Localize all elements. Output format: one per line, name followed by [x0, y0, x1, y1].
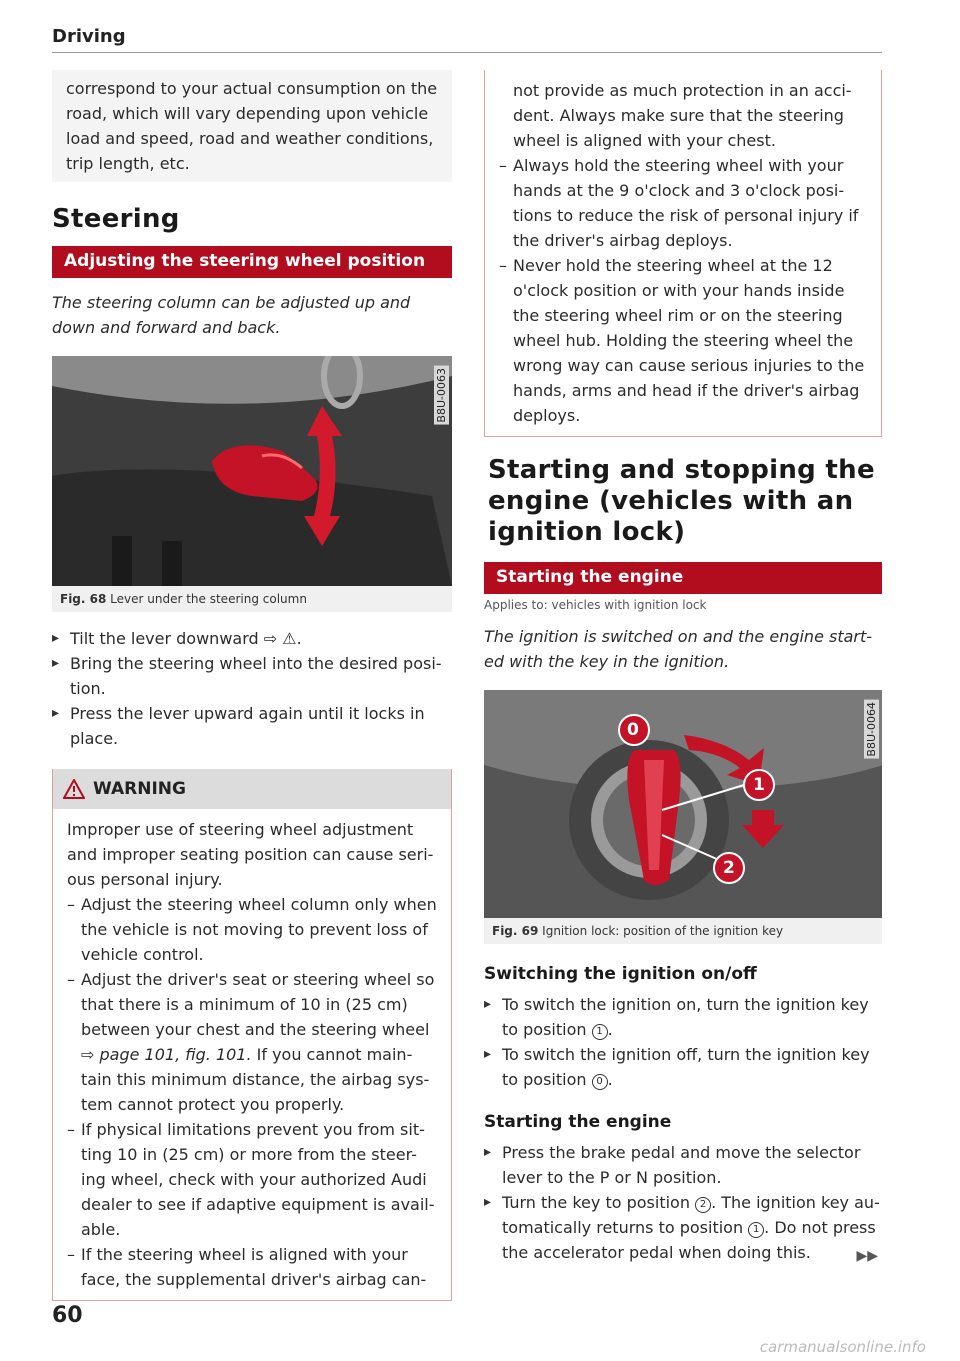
step-item — [484, 1042, 882, 1092]
steering-steps — [52, 626, 452, 751]
figure-code: B8U-0063 — [435, 368, 448, 423]
figure-label: Fig. 68 — [60, 592, 107, 606]
position-marker: 0 — [592, 1074, 608, 1090]
warning-header — [53, 769, 451, 809]
step-item: ▸ Tilt the lever downward ⇨ ⚠. — [52, 626, 452, 651]
step-text-post: . — [607, 1020, 613, 1039]
marker-2: 2 — [723, 858, 735, 878]
marker-0: 0 — [627, 720, 639, 740]
step-text-mid: . The ignition key au-tomatically returns to position — [502, 1193, 880, 1237]
intro-text: correspond to your actual consumption on the road, which will vary depending upon vehicle load and speed, road and weather conditions, trip length, etc. — [66, 79, 438, 173]
warning-item: – Never hold the steering wheel at the 12 o'clock position or with your hands inside the steering wheel rim or on the steering wheel hub. Holding the steering wheel the wrong way can cause serious injuries to the hands, arms and head if the driver's airbag deploys. — [499, 253, 871, 428]
warning-item: – Adjust the steering wheel column only when the vehicle is not moving to prevent loss of vehicle control. — [67, 892, 441, 967]
figure-69 — [484, 690, 882, 944]
switch-steps — [484, 992, 882, 1092]
warning-item: – If the steering wheel is aligned with your face, the supplemental driver's airbag can- — [67, 1242, 441, 1292]
steering-lever-image — [52, 356, 452, 586]
page-reference-link[interactable]: ⇨ page 101, fig. 101. — [81, 1045, 252, 1064]
engine-lead: The ignition is switched on and the engine start-ed with the key in the ignition. — [484, 627, 873, 671]
warning-list — [67, 892, 441, 1292]
warning-item-tail: If you cannot main-tain this minimum distance, the airbag sys-tem cannot protect you properly. — [81, 1045, 430, 1114]
step-text-post: . — [607, 1070, 613, 1089]
warning-box — [52, 769, 452, 1301]
step-text: To switch the ignition on, turn the ignition key to position — [502, 995, 869, 1039]
warning-item — [67, 967, 441, 1117]
step-item: ▸ Bring the steering wheel into the desired posi-tion. — [52, 651, 452, 701]
steering-subhead: Adjusting the steering wheel position — [52, 246, 452, 278]
warning-item: – Always hold the steering wheel with your hands at the 9 o'clock and 3 o'clock posi-tions to reduce the risk of personal injury if the driver's airbag deploys. — [499, 153, 871, 253]
intro-box — [52, 70, 452, 182]
step-text: To switch the ignition off, turn the ignition key to position — [502, 1045, 870, 1089]
figure-caption-text: Lever under the steering column — [110, 592, 307, 606]
start-title: Starting the engine — [484, 1112, 672, 1132]
warning-continuation — [484, 70, 882, 437]
warning-item-text: Adjust the driver's seat or steering wheel so that there is a minimum of 10 in (25 cm) between your chest and the steering wheel — [81, 970, 435, 1039]
warning-cont-text: not provide as much protection in an acci-dent. Always make sure that the steering wheel is aligned with your chest. — [513, 81, 852, 150]
figure-caption — [52, 586, 452, 612]
figure-caption — [484, 918, 882, 944]
position-marker: 1 — [748, 1222, 764, 1238]
ignition-lock-illustration — [484, 690, 882, 918]
figure-label: Fig. 69 — [492, 924, 539, 938]
position-marker: 2 — [695, 1197, 711, 1213]
warning-icon — [63, 779, 85, 799]
figure-68 — [52, 356, 452, 612]
step-item: ▸ Press the brake pedal and move the selector lever to the P or N position. — [484, 1140, 882, 1190]
engine-title: Starting and stopping the engine (vehicles with an ignition lock) — [488, 455, 875, 547]
engine-subhead: Starting the engine — [484, 562, 882, 594]
step-item — [484, 1190, 882, 1265]
steering-title: Steering — [52, 204, 180, 234]
step-item: ▸ Press the lever upward again until it locks in place. — [52, 701, 452, 751]
steering-lever-illustration — [52, 356, 452, 586]
warning-title: WARNING — [93, 779, 186, 799]
applies-to: Applies to: vehicles with ignition lock — [484, 598, 707, 612]
start-steps — [484, 1140, 882, 1265]
next-page-arrow-icon[interactable]: ▶▶ — [856, 1248, 878, 1264]
page-number: 60 — [52, 1303, 83, 1328]
steering-lead: The steering column can be adjusted up and down and forward and back. — [52, 293, 411, 337]
figure-code: B8U-0064 — [865, 702, 878, 757]
switch-title: Switching the ignition on/off — [484, 964, 757, 984]
watermark: carmanualsonline.info — [759, 1338, 926, 1356]
left-column — [52, 70, 452, 1301]
warning-item: – If physical limitations prevent you from sit-ting 10 in (25 cm) or more from the steer-ing wheel, check with your authorized Audi dealer to see if adaptive equipment is avail-able. — [67, 1117, 441, 1242]
step-text: Turn the key to position — [502, 1193, 696, 1212]
step-item — [484, 992, 882, 1042]
figure-caption-text: Ignition lock: position of the ignition key — [542, 924, 784, 938]
ignition-lock-image — [484, 690, 882, 918]
warning-cont-list — [499, 153, 871, 428]
warning-body — [53, 809, 451, 1300]
warning-intro: Improper use of steering wheel adjustment and improper seating position can cause seri-ous personal injury. — [67, 820, 434, 889]
header-rule — [52, 52, 882, 53]
marker-1: 1 — [753, 775, 765, 795]
page-header: Driving — [52, 26, 126, 47]
step-text-post: . Do not press the accelerator pedal when doing this. — [502, 1218, 876, 1262]
right-column — [484, 70, 882, 1265]
position-marker: 1 — [592, 1024, 608, 1040]
